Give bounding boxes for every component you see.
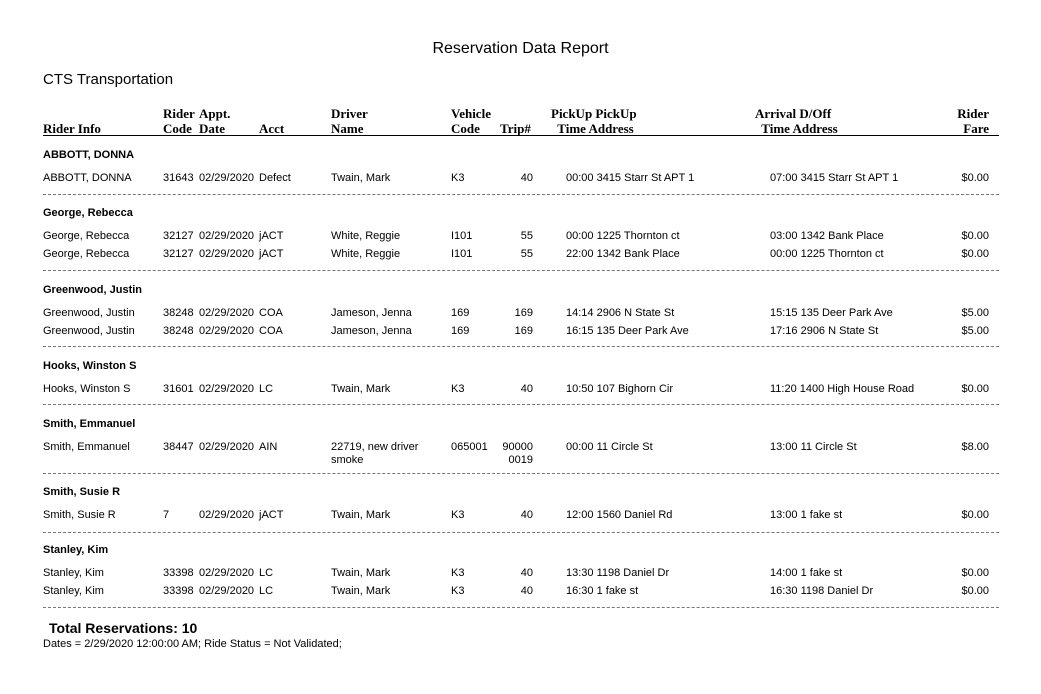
cell-appt-date: 02/29/2020	[199, 567, 255, 579]
report-title: Reservation Data Report	[432, 40, 609, 57]
group-rider-name: Stanley, Kim	[43, 544, 109, 556]
cell-acct: LC	[259, 567, 274, 579]
cell-driver-name: Twain, Mark	[331, 383, 391, 395]
cell-pickup: 16:30 1 fake st	[566, 585, 639, 597]
cell-appt-date: 02/29/2020	[199, 307, 255, 319]
group-rider-name: ABBOTT, DONNA	[43, 149, 135, 161]
header-rider-code: Rider Code	[163, 106, 195, 136]
header-vehicle-code: Vehicle Code	[451, 106, 491, 136]
cell-vehicle-code: K3	[451, 509, 465, 521]
cell-trip-number: 40	[520, 172, 533, 184]
cell-appt-date: 02/29/2020	[199, 585, 255, 597]
cell-arrival: 13:00 1 fake st	[770, 509, 843, 521]
header-rider-fare: Rider Fare	[957, 106, 989, 136]
group-separator	[43, 473, 999, 474]
cell-vehicle-code: I101	[451, 248, 473, 260]
cell-trip-number: 169	[514, 307, 533, 319]
cell-driver-name: Jameson, Jenna	[331, 325, 412, 337]
cell-trip-number: 40	[520, 509, 533, 521]
cell-pickup: 13:30 1198 Daniel Dr	[566, 567, 670, 579]
cell-rider-code: 38248	[163, 307, 194, 319]
cell-arrival: 03:00 1342 Bank Place	[770, 230, 884, 242]
cell-trip-number: 55	[520, 230, 533, 242]
cell-arrival: 00:00 1225 Thornton ct	[770, 248, 884, 260]
group-rider-name: Hooks, Winston S	[43, 360, 137, 372]
cell-trip-number: 40	[520, 383, 533, 395]
cell-arrival: 11:20 1400 High House Road	[770, 383, 915, 395]
cell-vehicle-code: 065001	[451, 441, 488, 453]
header-rider-info: Rider Info	[43, 121, 101, 136]
cell-rider-info: Stanley, Kim	[43, 567, 104, 579]
group-separator	[43, 270, 999, 271]
cell-driver-name: Jameson, Jenna	[331, 307, 412, 319]
cell-rider-code: 38447	[163, 441, 194, 453]
group-rider-name: George, Rebecca	[43, 207, 133, 219]
cell-acct: COA	[259, 307, 283, 319]
cell-rider-code: 32127	[163, 248, 194, 260]
cell-rider-code: 33398	[163, 567, 194, 579]
cell-driver-name: White, Reggie	[331, 248, 401, 260]
cell-rider-info: George, Rebecca	[43, 248, 130, 260]
cell-acct: AIN	[259, 441, 278, 453]
cell-rider-info: Greenwood, Justin	[43, 325, 135, 337]
cell-arrival: 13:00 11 Circle St	[770, 441, 857, 453]
cell-rider-code: 33398	[163, 585, 194, 597]
cell-trip-number: 40	[520, 567, 533, 579]
cell-rider-info: Greenwood, Justin	[43, 307, 135, 319]
group-separator	[43, 404, 999, 405]
cell-rider-code: 7	[163, 509, 170, 521]
cell-acct: jACT	[259, 248, 284, 260]
cell-arrival: 07:00 3415 Starr St APT 1	[770, 172, 899, 184]
cell-rider-info: Smith, Emmanuel	[43, 441, 130, 453]
cell-pickup: 12:00 1560 Daniel Rd	[566, 509, 673, 521]
cell-rider-fare: $0.00	[961, 585, 989, 597]
group-separator	[43, 346, 999, 347]
cell-rider-fare: $0.00	[961, 509, 989, 521]
cell-driver-name: Twain, Mark	[331, 509, 391, 521]
cell-pickup: 14:14 2906 N State St	[566, 307, 675, 319]
cell-vehicle-code: K3	[451, 567, 465, 579]
cell-rider-info: George, Rebecca	[43, 230, 130, 242]
cell-arrival: 17:16 2906 N State St	[770, 325, 879, 337]
cell-driver-name: 22719, new driver smoke	[331, 441, 419, 466]
cell-rider-code: 32127	[163, 230, 194, 242]
cell-pickup: 00:00 3415 Starr St APT 1	[566, 172, 695, 184]
cell-rider-fare: $0.00	[961, 383, 989, 395]
cell-pickup: 00:00 11 Circle St	[566, 441, 653, 453]
header-underline	[43, 135, 999, 136]
cell-rider-fare: $8.00	[961, 441, 989, 453]
cell-pickup: 16:15 135 Deer Park Ave	[566, 325, 689, 337]
cell-rider-fare: $5.00	[961, 325, 989, 337]
cell-appt-date: 02/29/2020	[199, 248, 255, 260]
cell-appt-date: 02/29/2020	[199, 383, 255, 395]
filter-criteria: Dates = 2/29/2020 12:00:00 AM; Ride Status = Not Validated;	[43, 638, 342, 650]
cell-rider-fare: $0.00	[961, 230, 989, 242]
cell-vehicle-code: K3	[451, 585, 465, 597]
cell-acct: jACT	[259, 509, 284, 521]
cell-pickup: 10:50 107 Bighorn Cir	[566, 383, 674, 395]
cell-acct: COA	[259, 325, 283, 337]
cell-rider-fare: $5.00	[961, 307, 989, 319]
cell-rider-info: Stanley, Kim	[43, 585, 104, 597]
cell-trip-number: 90000 0019	[502, 441, 533, 466]
cell-driver-name: Twain, Mark	[331, 567, 391, 579]
cell-arrival: 14:00 1 fake st	[770, 567, 843, 579]
cell-rider-code: 38248	[163, 325, 194, 337]
group-separator	[43, 194, 999, 195]
group-rider-name: Smith, Susie R	[43, 486, 121, 498]
cell-appt-date: 02/29/2020	[199, 325, 255, 337]
cell-driver-name: Twain, Mark	[331, 585, 391, 597]
cell-appt-date: 02/29/2020	[199, 441, 255, 453]
cell-appt-date: 02/29/2020	[199, 509, 255, 521]
group-rider-name: Smith, Emmanuel	[43, 418, 136, 430]
cell-vehicle-code: 169	[451, 307, 470, 319]
cell-driver-name: White, Reggie	[331, 230, 401, 242]
cell-appt-date: 02/29/2020	[199, 172, 255, 184]
cell-vehicle-code: 169	[451, 325, 470, 337]
group-separator	[43, 607, 999, 608]
group-separator	[43, 532, 999, 533]
header-arrival: Arrival D/Off Time Address	[755, 106, 838, 136]
header-appt-date: Appt. Date	[199, 106, 231, 136]
cell-arrival: 15:15 135 Deer Park Ave	[770, 307, 893, 319]
cell-vehicle-code: I101	[451, 230, 473, 242]
cell-vehicle-code: K3	[451, 172, 465, 184]
header-trip: Trip#	[500, 121, 531, 136]
cell-rider-fare: $0.00	[961, 172, 989, 184]
cell-appt-date: 02/29/2020	[199, 230, 255, 242]
cell-acct: jACT	[259, 230, 284, 242]
cell-vehicle-code: K3	[451, 383, 465, 395]
cell-rider-fare: $0.00	[961, 248, 989, 260]
cell-pickup: 00:00 1225 Thornton ct	[566, 230, 680, 242]
group-rider-name: Greenwood, Justin	[43, 284, 143, 296]
cell-trip-number: 55	[520, 248, 533, 260]
cell-trip-number: 40	[520, 585, 533, 597]
cell-acct: Defect	[259, 172, 291, 184]
cell-trip-number: 169	[514, 325, 533, 337]
header-pickup: PickUp PickUp Time Address	[551, 106, 637, 136]
cell-acct: LC	[259, 585, 274, 597]
header-acct: Acct	[259, 121, 285, 136]
cell-rider-code: 31601	[163, 383, 194, 395]
cell-arrival: 16:30 1198 Daniel Dr	[770, 585, 874, 597]
cell-rider-info: Smith, Susie R	[43, 509, 116, 521]
company-name: CTS Transportation	[43, 71, 174, 88]
cell-rider-info: Hooks, Winston S	[43, 383, 131, 395]
cell-rider-info: ABBOTT, DONNA	[43, 172, 132, 184]
total-reservations: Total Reservations: 10	[49, 620, 198, 636]
cell-rider-code: 31643	[163, 172, 194, 184]
cell-rider-fare: $0.00	[961, 567, 989, 579]
cell-pickup: 22:00 1342 Bank Place	[566, 248, 680, 260]
cell-acct: LC	[259, 383, 274, 395]
header-driver-name: Driver Name	[331, 106, 368, 136]
cell-driver-name: Twain, Mark	[331, 172, 391, 184]
